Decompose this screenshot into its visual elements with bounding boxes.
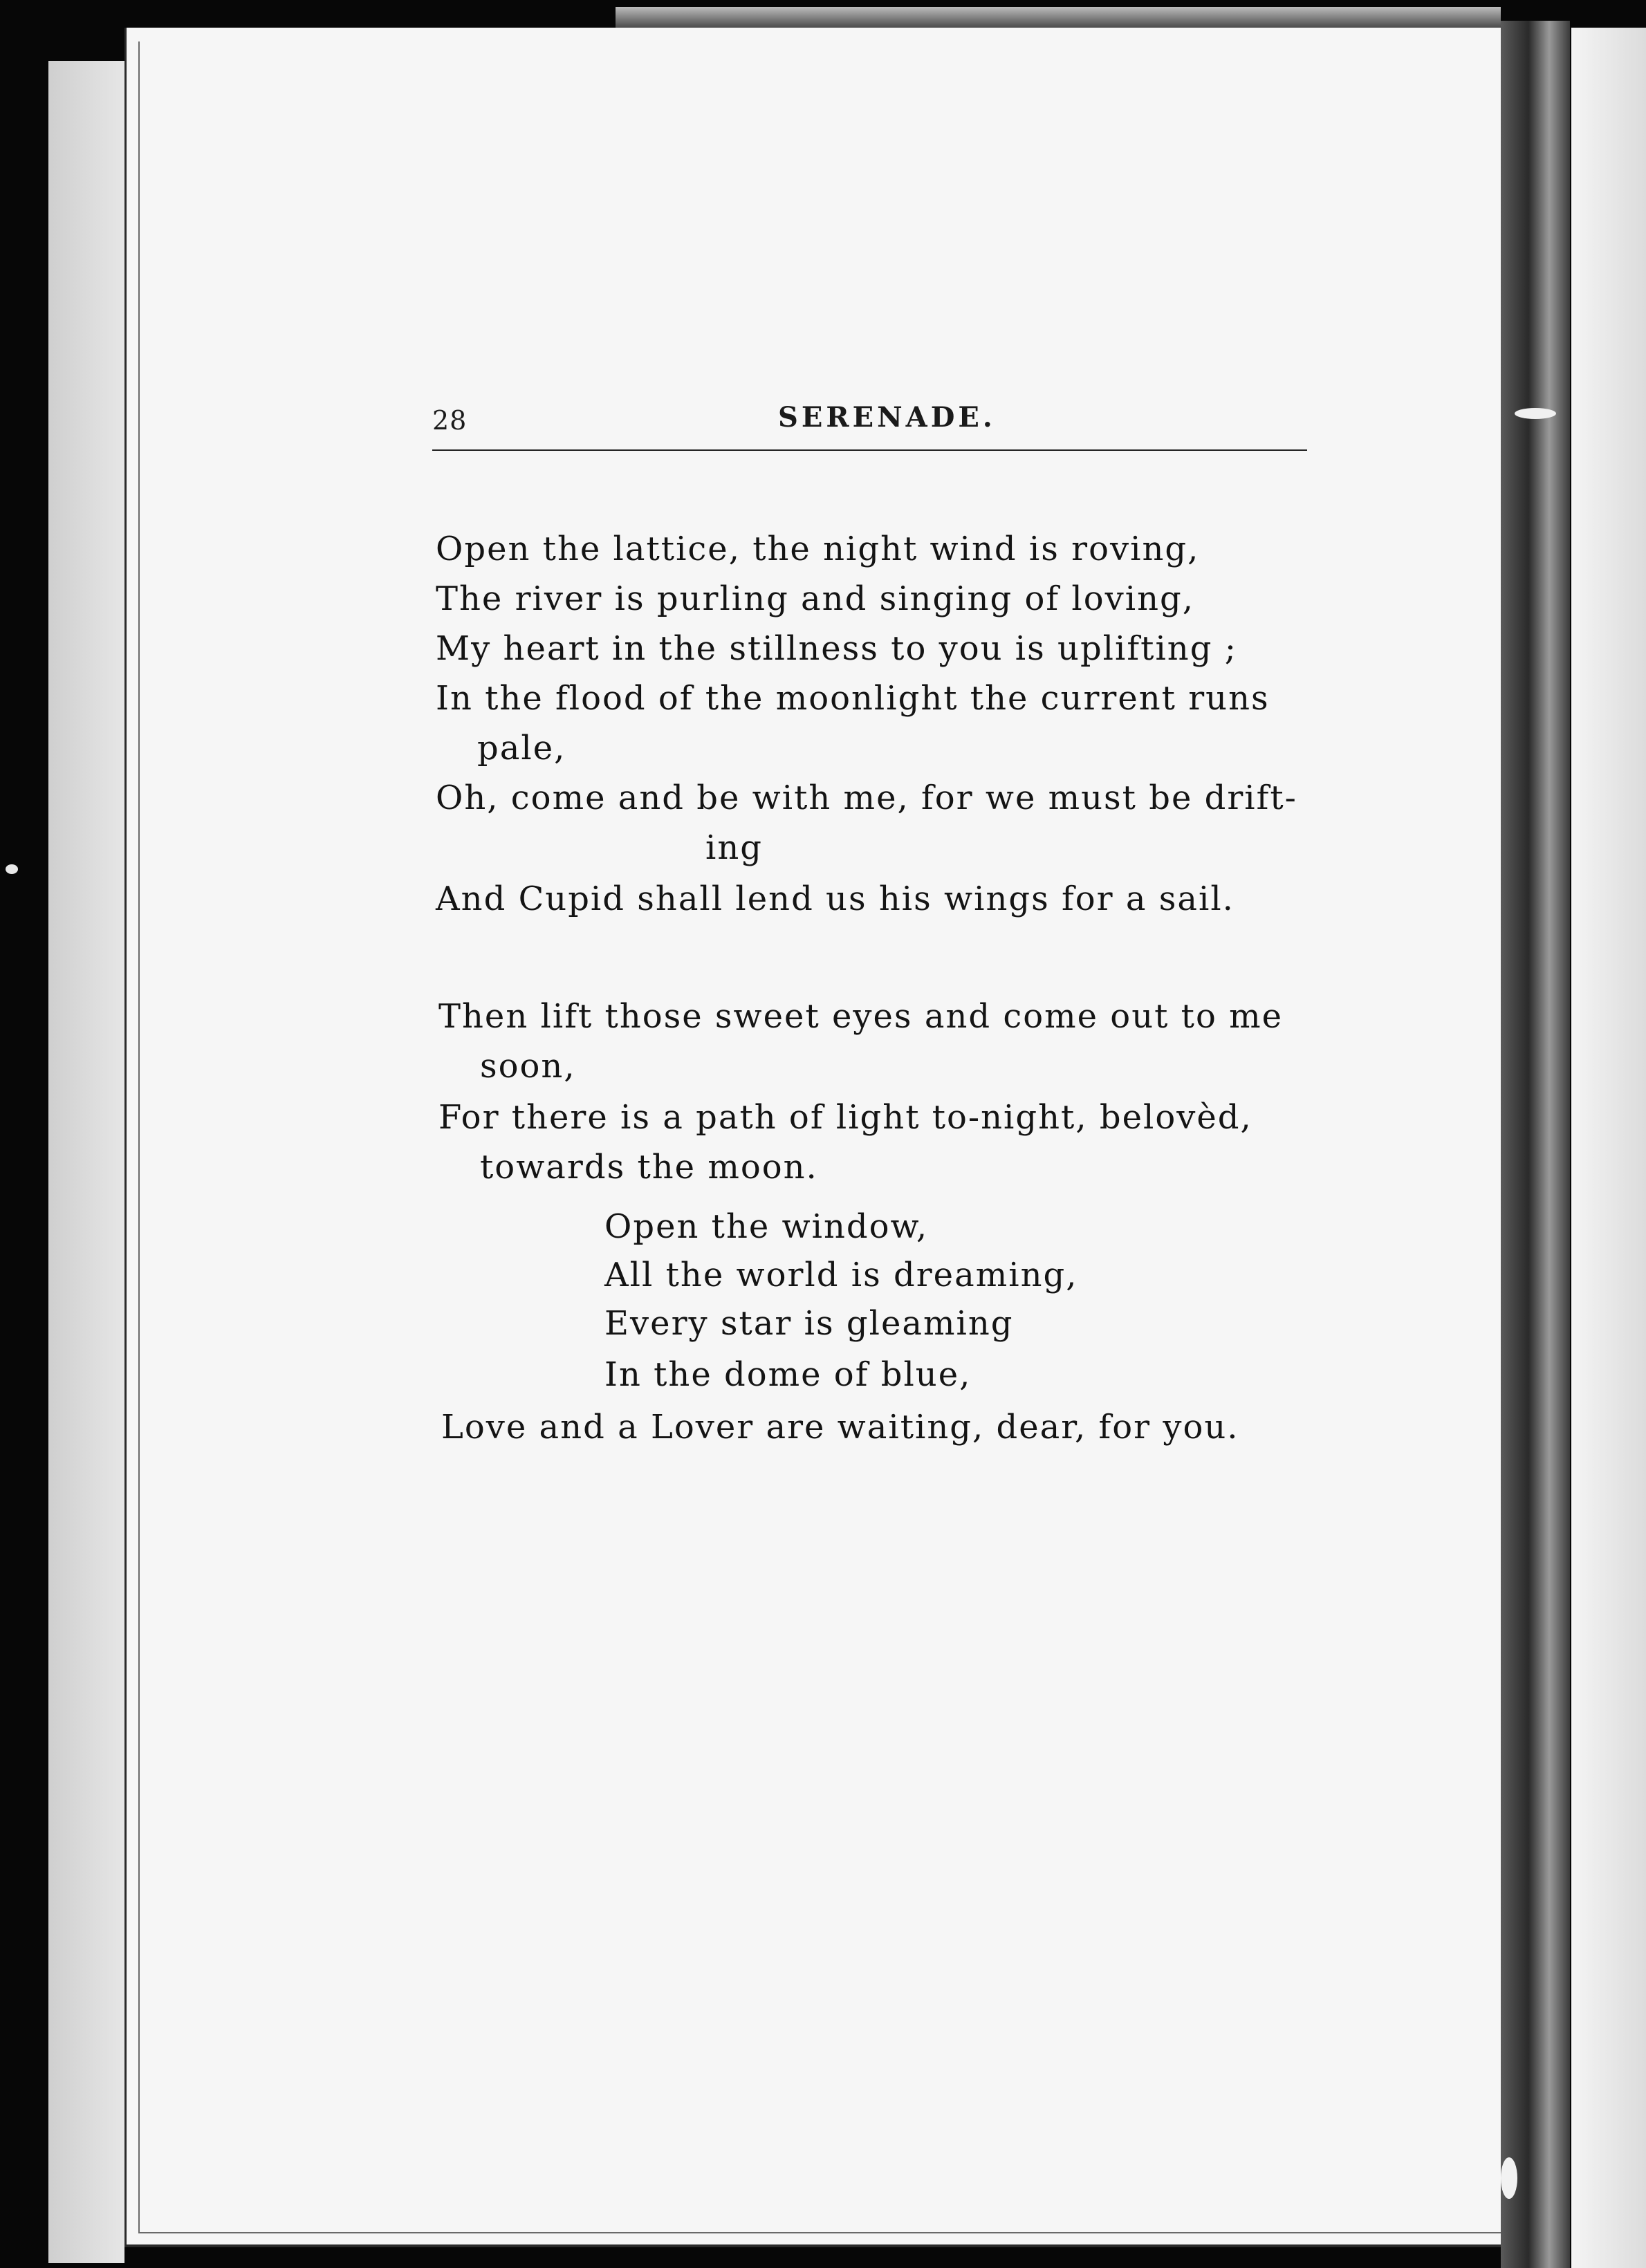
poem-line: Open the window, xyxy=(604,1207,929,1246)
poem-line: My heart in the stillness to you is uplifting ; xyxy=(436,629,1237,668)
poem-line: Then lift those sweet eyes and come out to me xyxy=(438,997,1284,1036)
poem-line: ing xyxy=(705,828,763,867)
poem-line: The river is purling and singing of loving, xyxy=(436,579,1194,618)
poem-line: towards the moon. xyxy=(480,1148,818,1187)
poem-line: For there is a path of light to-night, belovèd, xyxy=(438,1098,1252,1137)
poem-line: soon, xyxy=(480,1047,576,1086)
poem-line: Oh, come and be with me, for we must be drift- xyxy=(436,779,1297,817)
cover-top-edge xyxy=(616,7,1501,28)
running-title: SERENADE. xyxy=(778,401,996,434)
poem-line: And Cupid shall lend us his wings for a sail. xyxy=(436,880,1234,918)
header-rule xyxy=(432,449,1307,451)
poem-line: pale, xyxy=(477,729,566,768)
scan-speck xyxy=(1501,2157,1517,2199)
poem-line: All the world is dreaming, xyxy=(604,1256,1078,1294)
page-number: 28 xyxy=(432,405,468,436)
adjacent-page-edge xyxy=(1571,28,1646,2268)
running-header xyxy=(432,401,1307,443)
poem-line: In the dome of blue, xyxy=(604,1355,972,1394)
book-gutter-shadow xyxy=(1501,21,1570,2268)
poem-line: Love and a Lover are waiting, dear, for you. xyxy=(441,1408,1239,1447)
back-board xyxy=(48,61,124,2263)
poem-line: Open the lattice, the night wind is roving, xyxy=(436,530,1200,568)
scan-speck xyxy=(6,864,18,874)
poem-line: Every star is gleaming xyxy=(604,1304,1014,1343)
scan-speck xyxy=(1515,408,1556,419)
poem-line: In the flood of the moonlight the current runs xyxy=(436,679,1270,718)
page-edge-line xyxy=(138,41,1501,2233)
